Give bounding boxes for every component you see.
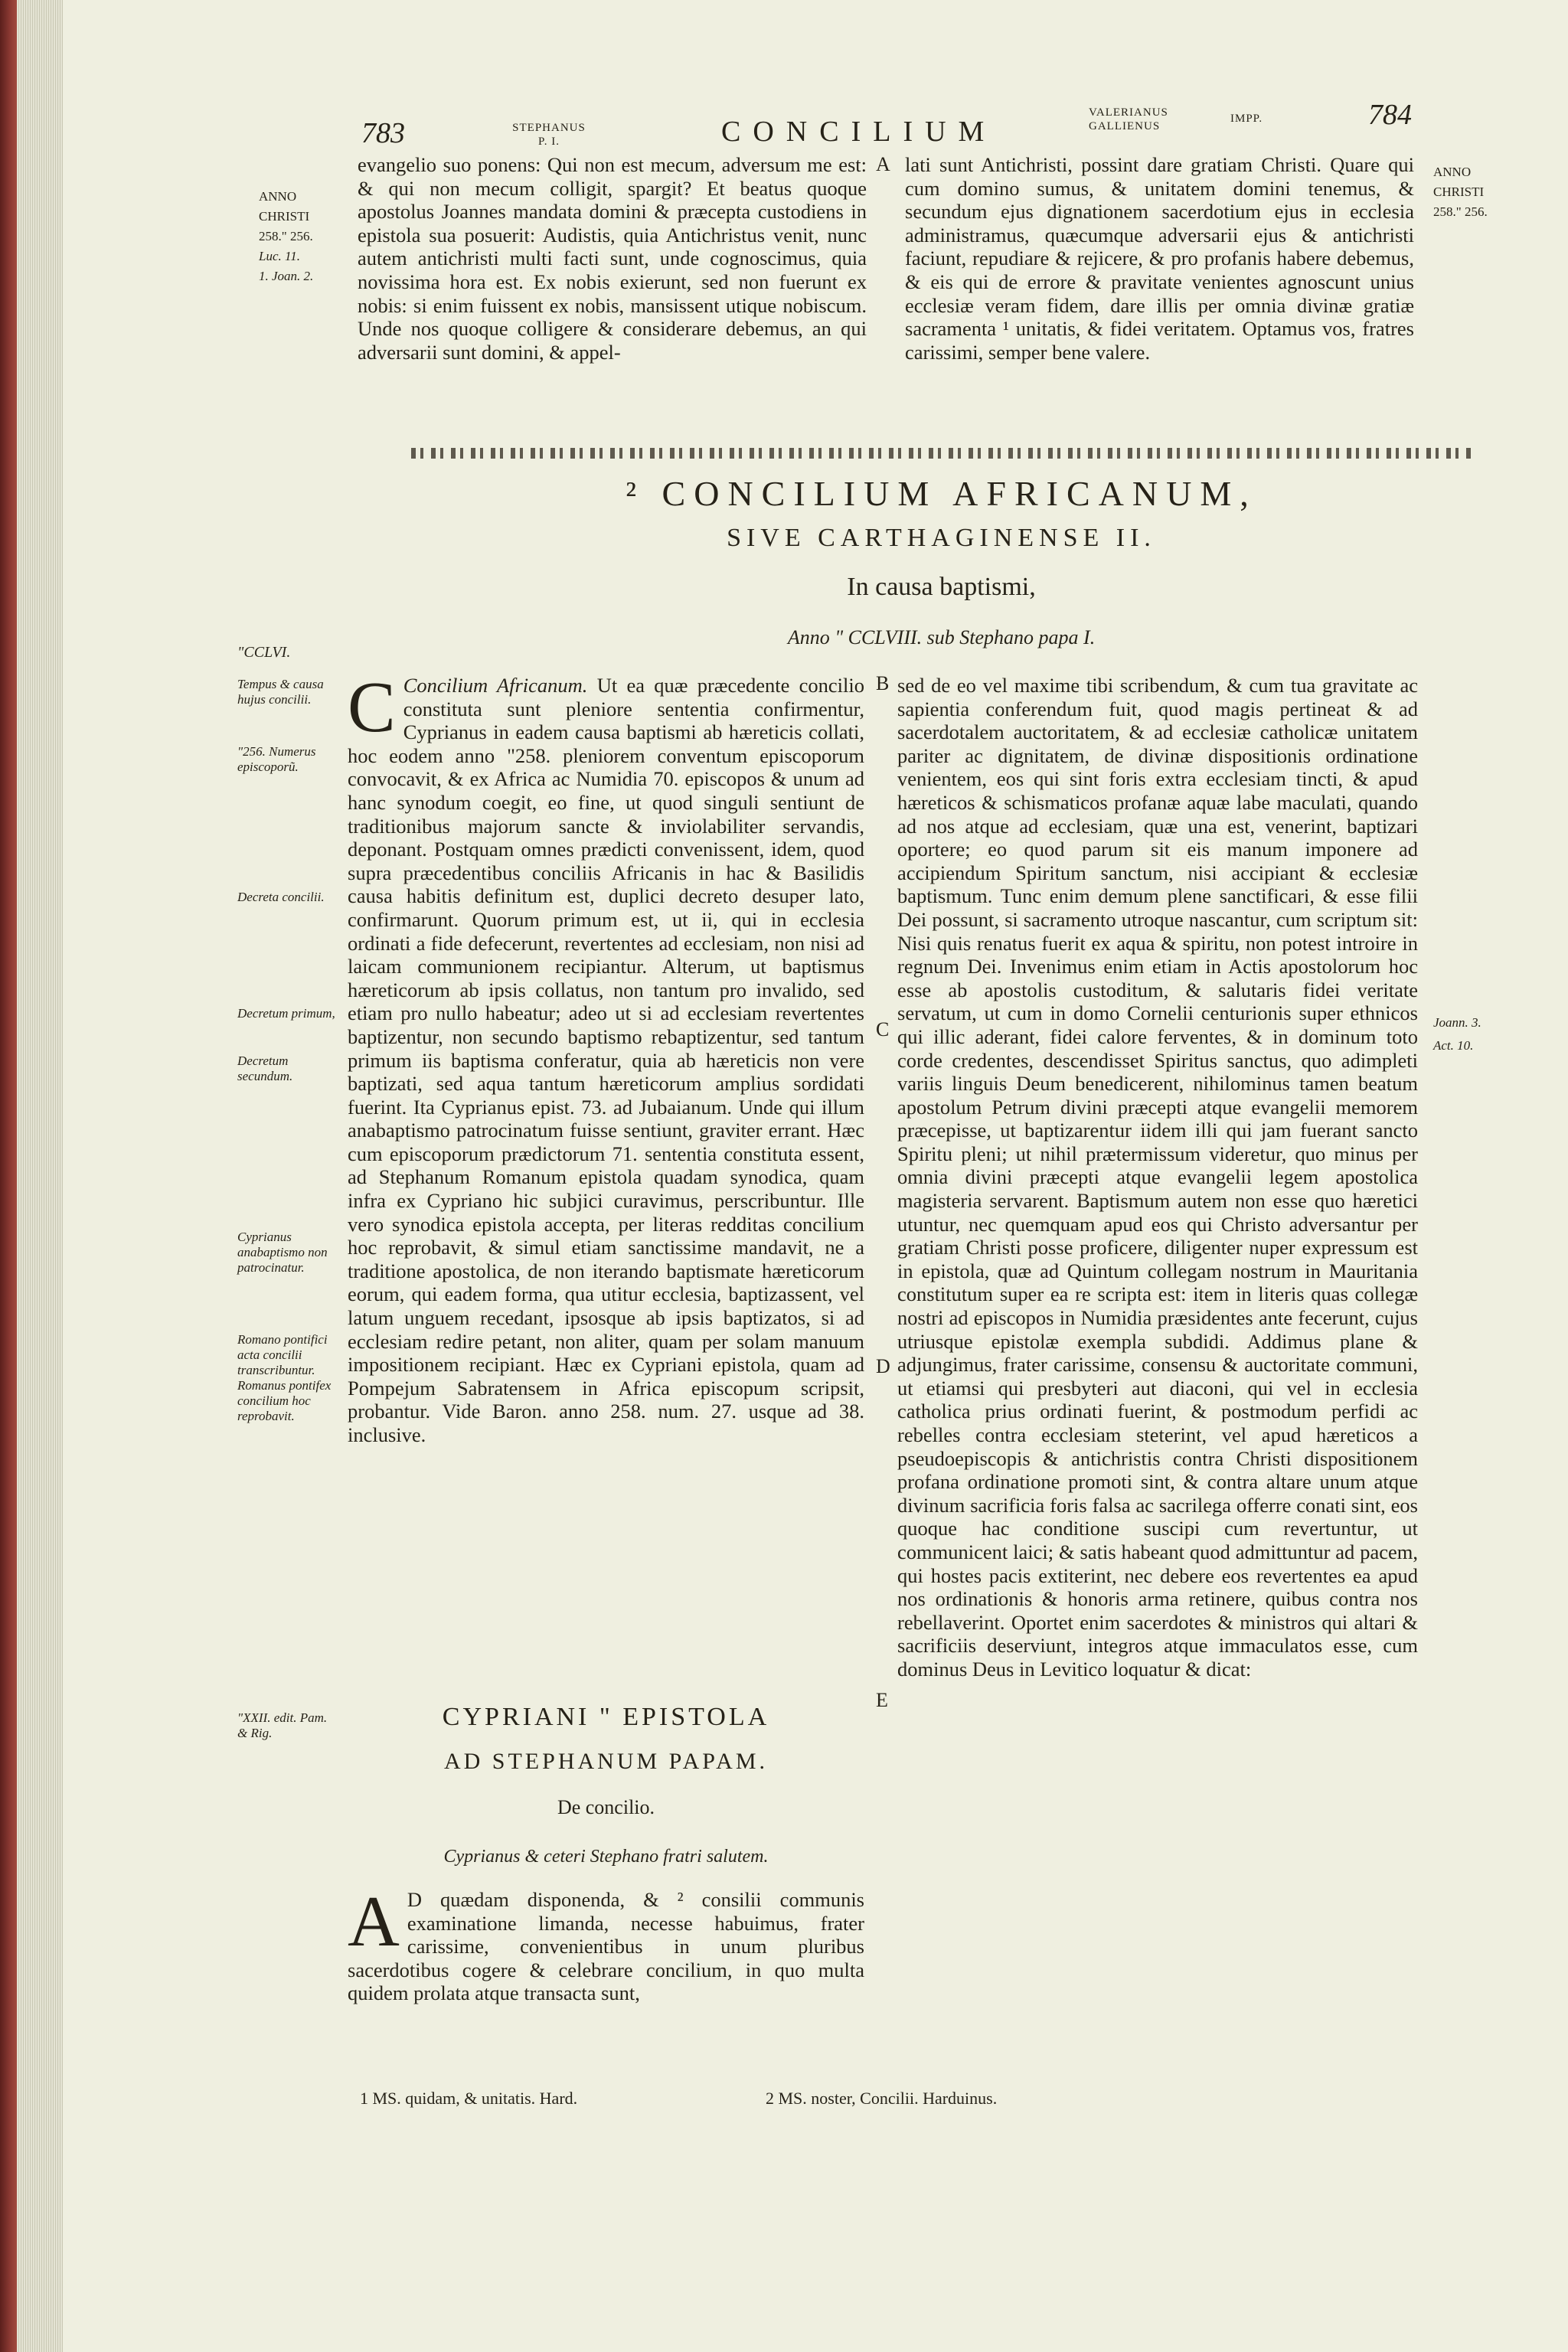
epistola-subtitle: AD STEPHANUM PAPAM. — [443, 1749, 769, 1774]
footnote-1: 1 MS. quidam, & unitatis. Hard. — [360, 2089, 578, 2108]
dropcap-c: C — [348, 668, 396, 747]
margin-anno-right: ANNO CHRISTI 258." 256. — [1433, 165, 1488, 219]
book-binding — [0, 0, 17, 2352]
margin-note-decreta: Decreta concilii. — [237, 890, 325, 904]
margin-note-decretum-secundum: Decretum secundum. — [237, 1054, 293, 1083]
section-date: Anno " CCLVIII. sub Stephano papa I. — [787, 626, 1096, 648]
page-edges — [17, 0, 63, 2352]
epistola-de: De concilio. — [557, 1796, 655, 1818]
top-left-column: evangelio suo ponens: Qui non est mecum, adversum me est: & qui non mecum colligit, spargit? Et beatus quoque apostolus Joannes mandata domini & præcepta custodiens in epistola sua posuerit: Audistis, quia Antichristus venit, nunc autem antichristi multi facti sunt, unde cognoscimus, quia novissima hora est. Ex nobis exierunt, sed non fuerunt ex nobis: si enim fuissent ex nobis, mansissent utique nobiscum. Unde nos quoque colligere & considerare debemus, an qui adversarii sunt domini, & appel- — [358, 153, 867, 364]
margin-note-year: "CCLVI. — [237, 644, 291, 661]
margin-note-anabaptismo: Cyprianus anabaptismo non patrocinatur. — [237, 1230, 328, 1275]
margin-note-romano: Romano pontifici acta concilii transcribuntur. Romanus pontifex concilium hoc reprobavit. — [237, 1332, 332, 1423]
epistola-title: CYPRIANI " EPISTOLA — [442, 1703, 770, 1731]
margin-anno-left: ANNO CHRISTI 258." 256. Luc. 11. 1. Joan. 2. — [259, 189, 314, 283]
running-head-impp: IMPP. — [1230, 113, 1263, 125]
section-letter-c: C — [876, 1018, 890, 1040]
intro-lead: Concilium Africanum. — [403, 674, 588, 697]
left-main-column — [348, 668, 865, 1447]
section-subtitle: SIVE CARTHAGINENSE II. — [727, 524, 1156, 552]
margin-note-numerus: "256. Numerus episcoporũ. — [237, 744, 316, 774]
dropcap-a: A — [348, 1882, 400, 1962]
section-title: ² CONCILIUM AFRICANUM, — [626, 474, 1257, 513]
page-number-left: 783 — [361, 117, 405, 149]
epistola-text: A D quædam disponenda, & ² consilii communis examinatione limanda, necesse habuimus, frater carissime, convenientibus in unum pluribus sacerdotibus cogere & celebrare concilium, in quo multa quidem prolata atque transacta sunt, — [348, 1882, 864, 2005]
running-head-right: VALERIANUS GALLIENUS — [1089, 106, 1168, 132]
section-letter-a: A — [876, 153, 890, 175]
right-main-column: sed de eo vel maxime tibi scribendum, & cum tua gravitate ac sapientia conferendum fuit, quod magis pertineat & ad sacerdotalem auctoritatem, & ad ecclesiæ catholicæ unitatem pariter ac dignitatem, de divinæ dispositionis ordinatione venientem, eos qui sint foris extra ecclesiam tincti, & apud hæreticos & schismaticos profanæ aquæ labe maculati, quando ad nos atque ad ecclesiam, quæ una est, venerint, baptizari oportere; eo quod parum sit eis manum imponere ad accipiendum Spiritum sanctum, nisi accipiant & ecclesiæ baptismum. Tunc enim demum plene sanctificari, & esse filii Dei possunt, si sacramento utroque nascantur, cum scriptum sit: Nisi quis renatus fuerit ex aqua & spiritu, non potest introire in regnum Dei. Invenimus enim etiam in Actis apostolorum hoc esse ab apostolis custoditum, & salutaris fidei veritate servatum, ut cum in domo Cornelii centurionis super ethnicos qui illic aderant, fidei calore ferventes, & in dominum toto corde credentes, descendisset Spiritus sanctus, quo adimpleti variis linguis Deum benedicerent, nihilominus tamen beatum apostolum Petrum divini præcepti atque evangelii memorem præcepisse, ut baptizarentur iidem illi qui jam fuerant sancto Spiritu pleni; ut nihil prætermissum videretur, quo minus per omnia divini præcepti atque evangelii legem apostolica magisteria servarent. Baptismum autem non esse quo hæretici utuntur, nec quemquam apud eos qui Christo adversantur per gratiam Christi posse proficere, diligenter nuper expressum est in epistola, quæ ad Quintum collegam nostrum in Mauritania constitutum super ea re scripta est: item in literis quas collegæ nostri ad episcopos in Numidia præsidentes ante fecerunt, cujus utriusque epistolæ exempla subdidi. Addimus plane & adjungimus, frater carissime, consensu & auctoritate communi, ut etiamsi qui presbyteri aut diaconi, qui vel in ecclesia catholica prius ordinati fuerint, & postmodum perfidi ac rebelles contra ecclesiam steterint, vel apud hæreticos a pseudoepiscopis & antichristis contra Christi dispositionem profana ordinatione promoti sint, & contra altare unum atque divinum sacrificia foris falsa ac sacrilega offerre conati sint, eos quoque hac conditione suscipi cum revertuntur, ut communicent laici; & satis habeant quod admittuntur ad pacem, qui hostes pacis extiterint, nec debere eos revertentes ea apud nos ordinationis & honoris arma retinere, quibus contra nos rebellaverint. Oportet enim sacerdotes & ministros qui altari & sacrificiis deserviunt, integros atque immaculatos esse, cum dominus Deus in Levitico loquatur & dicat: — [897, 674, 1418, 1681]
margin-note-joann: Joann. 3. — [1433, 1015, 1481, 1030]
running-head-left: STEPHANUS P. I. — [512, 122, 586, 148]
margin-note-tempus: Tempus & causa hujus concilii. — [237, 677, 324, 707]
footnote-2: 2 MS. noster, Concilii. Harduinus. — [766, 2089, 998, 2108]
margin-note-edition: "XXII. edit. Pam. & Rig. — [237, 1710, 328, 1740]
margin-note-act: Act. 10. — [1433, 1038, 1474, 1053]
running-title: CONCILIUM — [721, 116, 997, 148]
section-letter-b: B — [876, 672, 890, 694]
book-page — [63, 0, 1568, 2352]
page-number-right: 784 — [1368, 99, 1412, 131]
section-cause: In causa baptismi, — [847, 573, 1036, 601]
top-right-column: lati sunt Antichristi, possint dare gratiam Christi. Quare qui cum domino sumus, & unitatem domini tenemus, & secundum ejus dignationem sacerdotium ejus in ecclesia administramus, quæcumque adversarii ejus & antichristi faciunt, repudiare & rejicere, & pro profanis habere debemus, & eis qui de errore & pravitate venientes agnoscunt unius ecclesiæ veram fidem, dare illis per omnia divinæ gratiæ sacramenta ¹ unitatis, & fidei veritatem. Optamus vos, fratres carissimi, semper bene valere. — [905, 153, 1414, 364]
intro-text: Ut ea quæ præcedente concilio constituta sunt pleniore sententia confirmentur, Cyprianus in eadem causa baptismi ab hæreticis collati, hoc eodem anno "258. pleniorem conventum episcoporum convocavit, & ex Africa ac Numidia 70. episcopos & unum ad hanc synodum coegit, eo fine, ut quod singuli sentiunt de traditionibus majorum sancte & inviolabiliter servandis, deponant. Postquam omnes prædicti convenissent, idem, quod supra præcedentibus conciliis Africanis in hac & Basilidis causa habitis definitum est, duplici decreto desuper lato, confirmarunt. Quorum primum est, ut ii, qui in ecclesia ordinati a fide defecerunt, revertentes ad ecclesiam, non nisi ad laicam communionem recipiantur. Alterum, ut baptismus hæreticorum ab ipsis collatus, non tantum pro invalido, sed etiam pro nullo habeatur; adeo ut si ad ecclesiam revertentes baptizentur, non secundo baptismo rebaptizentur, sed tantum primum iis baptisma conferatur, quia ab hæreticis non vere baptizati, sed aqua tantum hæreticorum amplius sordidati fuerint. Ita Cyprianus epist. 73. ad Jubaianum. Unde qui illum anabaptismo patrocinatum fuisse sentiunt, graviter errant. Hæc cum episcoporum prædictorum 71. sententia constituta essent, ad Stephanum Romanum epistola quadam synodica, quam infra ex Cypriano hic subjici curavimus, perscribuntur. Ille vero synodica epistola accepta, per literas redditas concilium hoc reprobavit, & simul etiam sanctissime mandavit, ne a traditione apostolica, de non iterando baptismate hæreticorum eorum, qui eadem forma, qua utitur ecclesia, baptizassent, vel latum unguem recedant, ipsosque ab ipsis baptizatos, si ad ecclesiam redire petant, non aliter, quam per solam manuum impositionem recipiant. Hæc ex Cypriani epistola, quam ad Pompejum Sabratensem in Africa episcopum scripsit, probantur. Vide Baron. anno 258. num. 27. usque ad 38. inclusive. — [348, 674, 865, 1446]
section-letter-d: D — [876, 1355, 890, 1377]
section-letter-e: E — [876, 1689, 888, 1711]
epistola-salutation: Cyprianus & ceteri Stephano fratri salutem. — [443, 1847, 769, 1867]
margin-note-decretum-primum: Decretum primum, — [237, 1006, 335, 1021]
ornament-rule — [411, 448, 1472, 459]
